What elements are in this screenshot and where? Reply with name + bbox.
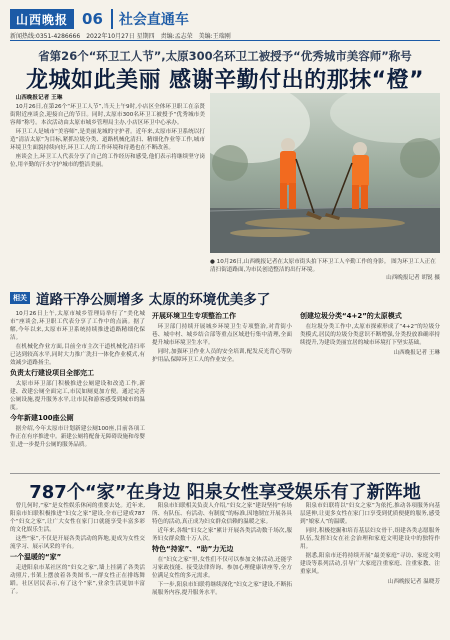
article2-paragraph: 10月26日上午,太原市城乡管理局举行了“美化城市”座谈会,环卫职工代表分享了工作中的点滴。据了解,今年以来,太原市环卫系统持续推进道路精细化保洁。 [10,311,145,341]
article3-subhead: 一个温暖的“家” [10,553,62,561]
masthead-meta [10,31,440,41]
related-tag: 相关 [10,292,30,304]
section-divider [10,473,440,474]
article2-subhead: 开展环境卫生专项整治工作 [152,312,236,320]
article2-subhead: 负责太行建设项目全部完工 [10,369,94,377]
article2-subhead: 创建垃圾分类“4+2”的太原模式 [300,312,402,320]
article2-paragraph: 在机械化作业方面,目前全市主次干道机械化清扫率已达到较高水平,同时大力推广洗扫一体化作业模式,有效减少道路扬尘。 [10,344,145,366]
article3-paragraph: 据悉,阳泉市还将持续开展“最美家庭”寻访、家庭文明建设等系列活动,引导广大家庭注重家庭、注重家教、注重家风。 [300,553,440,575]
article2-subhead: 今年新建100座公厕 [10,414,74,422]
street-sweeper-photo [210,93,440,253]
article2-paragraph: 同时,加强环卫作业人员的安全培训,配发反光背心等防护用品,保障环卫工人的作业安全。 [152,349,292,363]
article1-paragraph: 座谈会上,环卫工人代表分享了自己的工作经历和感受,他们表示将继续坚守岗位,用辛勤的汗水守护城市的整洁美丽。 [10,154,205,168]
article3-paragraph: 这些“家”,不仅是开展各类活动的阵地,更成为女性交流学习、展示风采的平台。 [10,536,145,550]
article1-headline: 龙城如此美丽 感谢辛勤付出的那抹“橙” [25,68,425,93]
editor: 责编:孟志荣 [160,33,193,40]
photo-credit: 山西晚报记者 胡锐 摄 [386,275,440,281]
article2-credit: 山西晚报记者 王琳 [393,350,440,356]
photo-caption-text-2: 图为环卫工人正在清扫街道路面,为市民创造整洁的出行环境。 [210,259,436,273]
article2-header [10,289,440,307]
article3-paragraph: 曾几何时,“家”是女性娱乐休闲的重要去处。近年来,阳泉市妇联积极推进“妇女之家”建设,全市已建成787个“妇女之家”,让广大女性在家门口就能享受丰富多彩的文化娱乐生活。 [10,503,145,533]
hotline: 新闻热线:0351-4286666 [10,33,81,40]
article2-column-3 [300,310,440,470]
article2-paragraph: 太原市环卫部门积极推进公厕建设和改造工作,新建、改建公厕全面完工,市民如厕更加方便。通过完善公厕设施,提升服务水平,让市民和游客感受到城市的温度。 [10,381,145,411]
article3-credit: 山西晚报记者 温晓芳 [387,579,440,585]
article2-paragraph: 据介绍,今年太原市计划新建公厕100座,目前各项工作正在有序推进中。新建公厕将配备无障碍设施和母婴室,进一步提升公厕的服务品质。 [10,426,145,448]
article3-subhead: 特色“持家”、“助”力无边 [152,545,234,553]
newspaper-logo: 山西晚报 [10,9,74,29]
article1-kicker: 省第26个“环卫工人节”,太原300名环卫工被授予“优秀城市美容师”称号 [38,49,412,63]
article2-headline: 道路干净公厕增多 太原的环境优美多了 [36,292,271,308]
article3-paragraph: 同时,积极挖掘和培育基层妇女骨干,组建各类志愿服务队伍,发挥妇女在社会治理和家庭文明建设中的独特作用。 [300,528,440,550]
article1-byline: 山西晚报记者 王琳 [15,95,63,101]
masthead [10,8,440,30]
article3-paragraph: 阳泉市妇联将以“妇女之家”为依托,推动各项服务向基层延伸,让更多女性在家门口享受到优质便捷的服务,感受到“娘家人”的温暖。 [300,503,440,525]
article2-paragraph: 环卫部门持续开展城乡环境卫生专项整治,对背街小巷、城中村、城乡结合部等重点区域进行集中清理,全面提升城市环境卫生水平。 [152,324,292,346]
article3-paragraph: 在“妇女之家”里,女性们不仅可以参加文体活动,还能学习家政技能、接受法律咨询、参加心理健康讲座等,全方位满足女性的多元需求。 [152,557,292,579]
article3-column-3 [300,502,440,634]
page-number: 06 [82,10,103,28]
article2-column-1 [10,310,145,470]
article3-paragraph: 下一步,阳泉市妇联将继续深化“妇女之家”建设,不断拓展服务内容,提升服务水平。 [152,582,292,596]
article1-paragraph: 10月26日,在第26个“环卫工人节”,当天上午9时,小店区全体环卫职工在亲贤街附近座谈会,迎接自己的节日。同时,太原市300名环卫工被授予“优秀城市美容师”称号。本次活动由太原市城乡管理局主办,小店区环卫中心承办。 [10,104,205,126]
article1-body [10,94,205,284]
article2-paragraph: 在垃圾分类工作中,太原市探索形成了“4+2”的垃圾分类模式,居民的垃圾分类意识不断增强,分类投放准确率持续提升,为建设美丽宜居的城市环境打下坚实基础。 [300,324,440,346]
article3-column-2 [152,502,292,634]
article1-photo-caption [210,258,440,282]
article3-paragraph: 走进阳泉市某社区的“妇女之家”,墙上挂满了各类活动照片,书架上摆放着各类图书,一群女性正在排练舞蹈。社区居民表示,有了这个“家”,业余生活更加丰富了。 [10,565,145,595]
issue-date: 2022年10月27日 星期四 [86,33,155,40]
article1-paragraph: 环卫工人是城市“美容师”,是美丽龙城的守护者。近年来,太原市环卫系统以打造“清洁太原”为目标,紧抓垃圾分类、道路机械化清扫、精细化作业等工作,城市环境卫生面貌持续向好,环卫工人的工作环境和待遇也在不断改善。 [10,129,205,151]
designer: 美编:王瑞刚 [198,33,231,40]
photo-caption-text: ● 10月26日,山西晚报记者在太原市街头拍下环卫工人辛勤工作的身影。 [210,259,390,265]
article1-photo [210,93,440,253]
article2-column-2 [152,310,292,470]
article3-paragraph: 近年来,各级“妇女之家”累计开展各类活动数千场次,服务妇女群众数十万人次。 [152,528,292,542]
article3-headline: 787个“家”在身边 阳泉女性享受娱乐有了新阵地 [29,482,421,503]
section-name: 社会直通车 [111,9,189,29]
article3-column-1 [10,502,145,634]
article3-paragraph: 阳泉市妇联相关负责人介绍,“妇女之家”建设坚持“有场所、有队伍、有活动、有制度”的标准,因地制宜开展各具特色的活动,真正成为妇女群众信赖的温暖之家。 [152,503,292,525]
